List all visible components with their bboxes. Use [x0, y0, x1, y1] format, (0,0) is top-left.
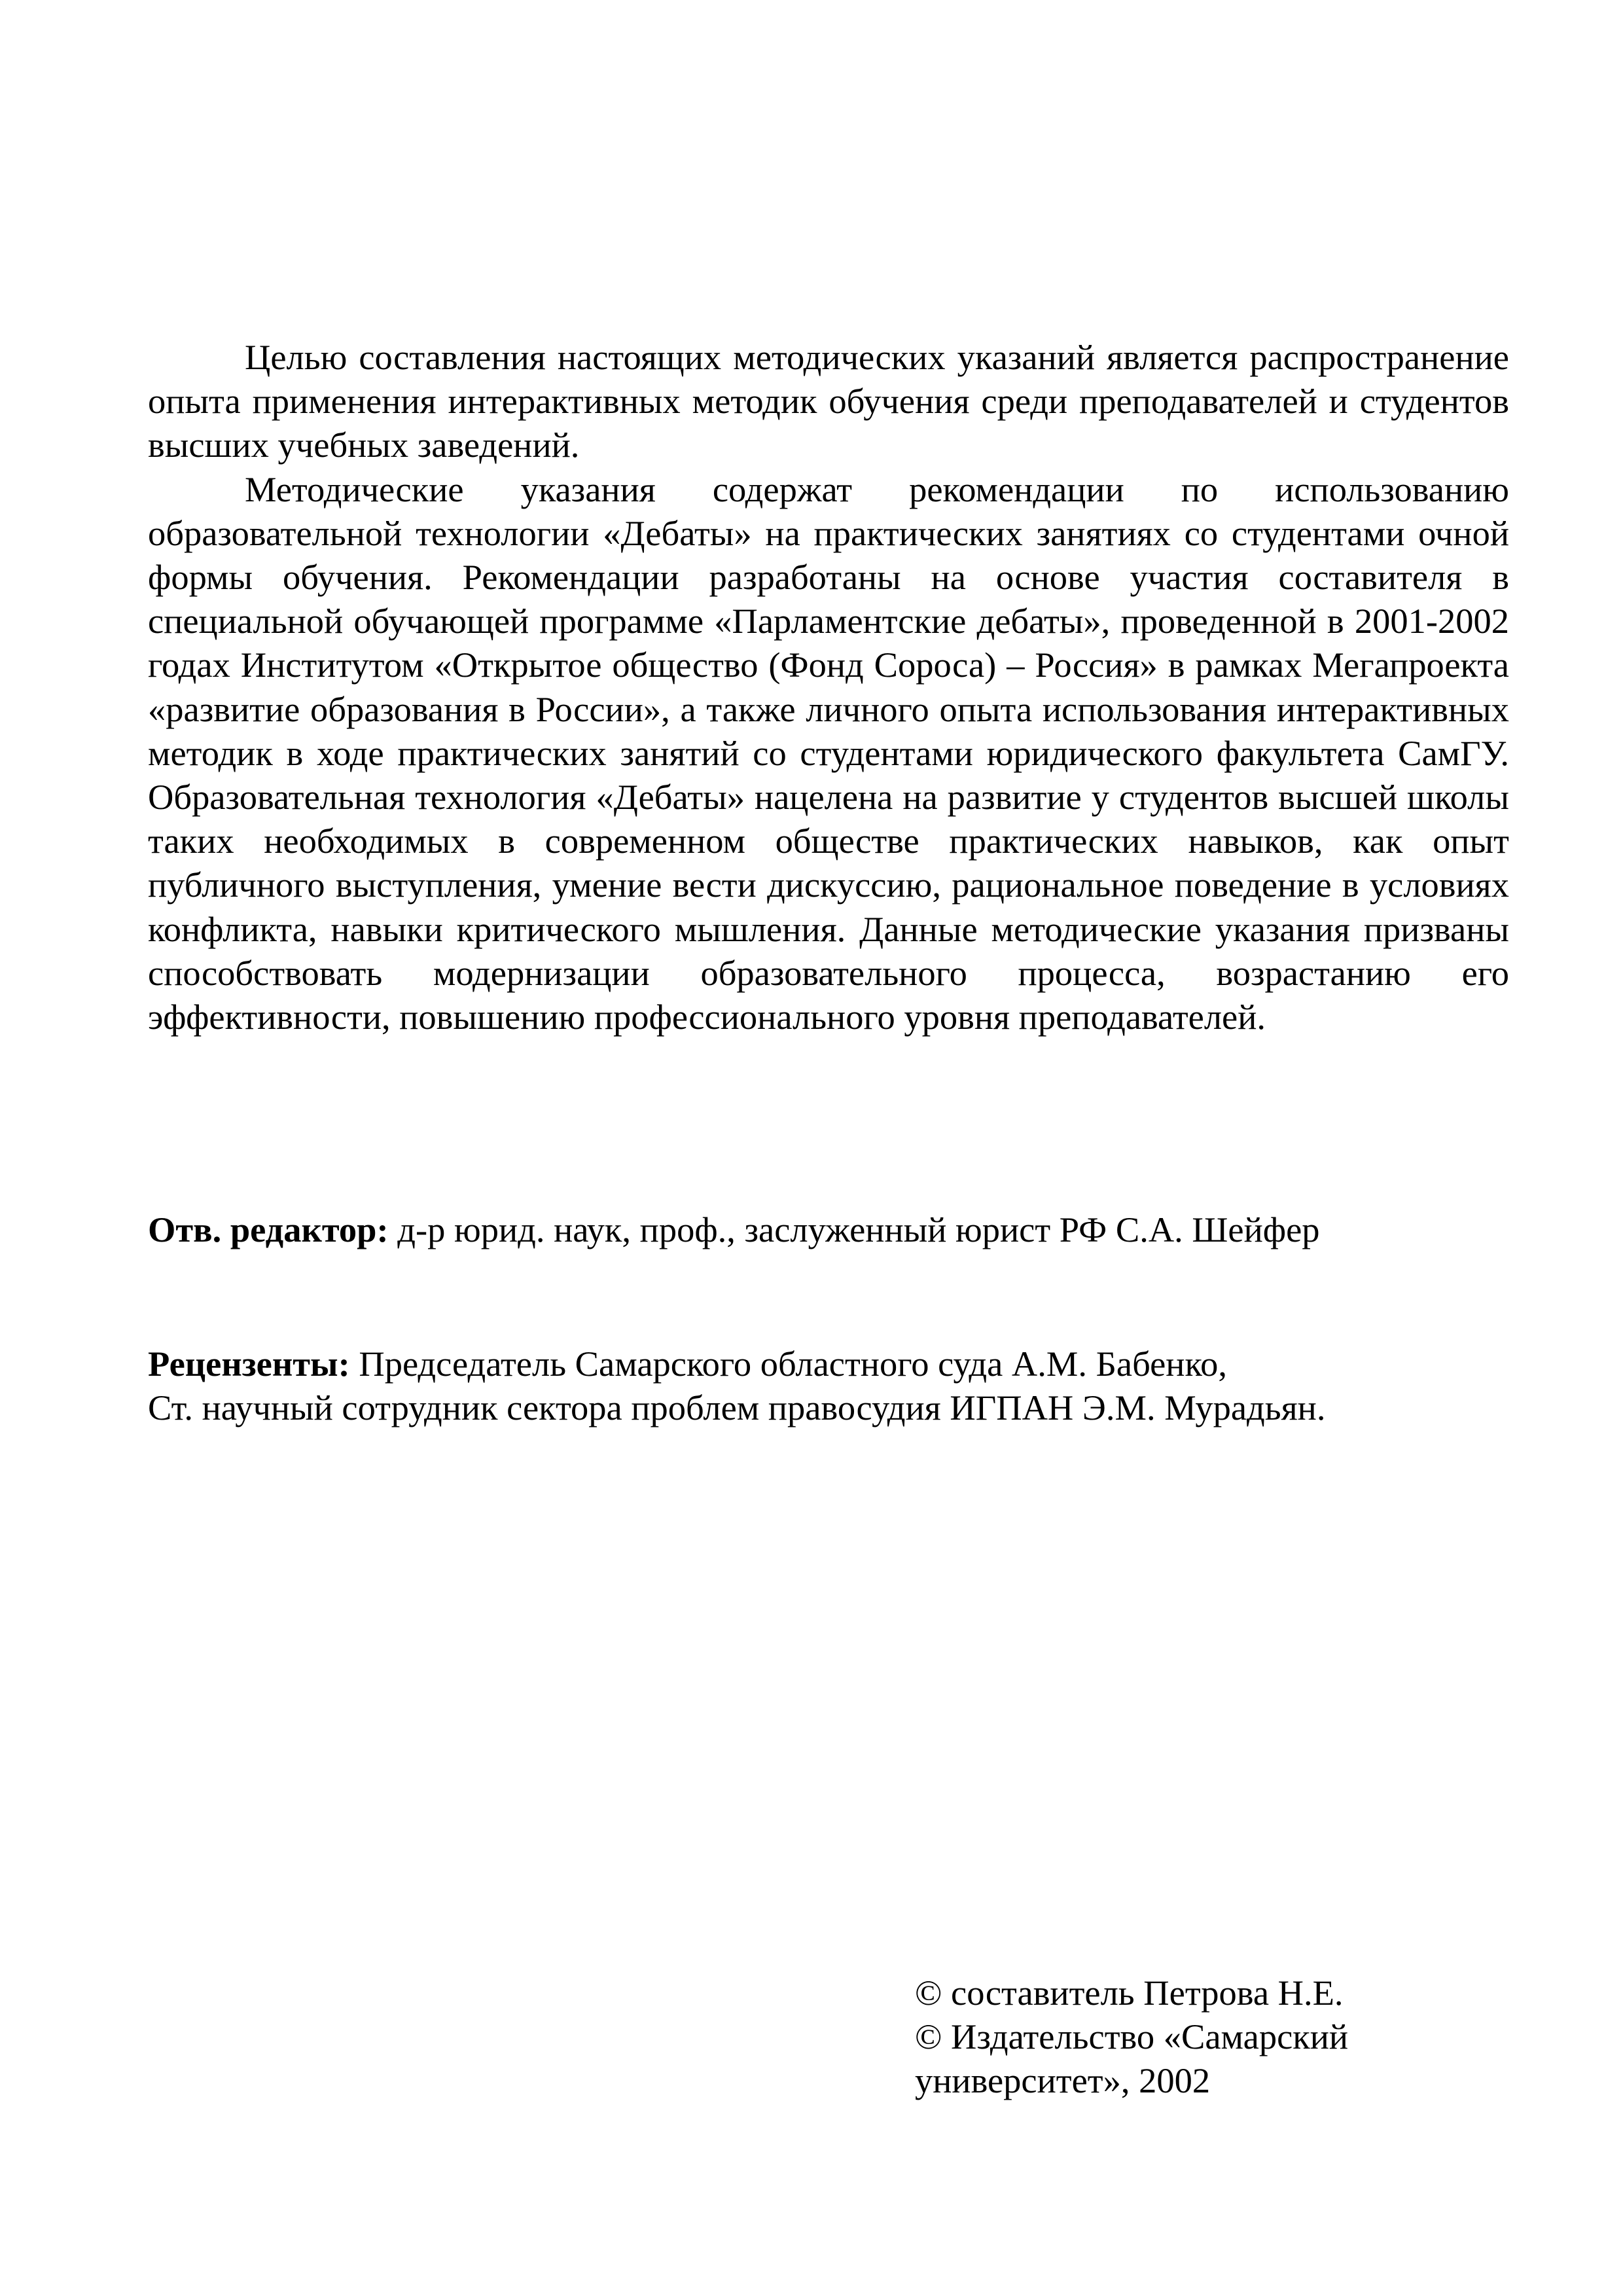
annotation-text [148, 335, 1509, 1039]
reviewers-label: Рецензенты: [148, 1344, 350, 1384]
reviewer-first: Председатель Самарского областного суда А.М. Бабенко, [349, 1344, 1228, 1384]
copyright-publisher-line1: © Издательство «Самарский [915, 2017, 1349, 2057]
editor-credit [148, 1208, 1535, 1251]
copyright-block [915, 1971, 1412, 2103]
copyright-publisher-line2: университет», 2002 [915, 2060, 1211, 2101]
content-paragraph: Методические указания содержат рекомендации по использованию образовательной технологии «Дебаты» на практических занятиях со студентами очной формы обучения. Рекомендации разработаны на основе участия составителя в специальной обучающей программе «Парламентские дебаты», проведенной в 2001-2002 годах Институтом «Открытое общество (Фонд Сороса) – Россия» в рамках Мегапроекта «развитие образования в России», а также личного опыта использования интерактивных методик в ходе практических занятий со студентами юридического факультета СамГУ. Образовательная технология «Дебаты» нацелена на развитие у студентов высшей школы таких необходимых в современном обществе практических навыков, как опыт публичного выступления, умение вести дискуссию, рациональное поведение в условиях конфликта, навыки критического мышления. Данные методические указания призваны способствовать модернизации образовательного процесса, возрастанию его эффективности, повышению профессионального уровня преподавателей. [148, 469, 1509, 1037]
reviewer-second: Ст. научный сотрудник сектора проблем правосудия ИГПАН Э.М. Мурадьян. [148, 1388, 1326, 1428]
editor-value: д-р юрид. наук, проф., заслуженный юрист РФ С.А. Шейфер [388, 1210, 1320, 1249]
editor-label: Отв. редактор: [148, 1210, 389, 1249]
reviewers-credit [148, 1342, 1535, 1429]
copyright-compiler: © составитель Петрова Н.Е. [915, 1973, 1344, 2013]
purpose-paragraph: Целью составления настоящих методических указаний является распространение опыта применения интерактивных методик обучения среди преподавателей и студентов высших учебных заведений. [148, 337, 1509, 465]
